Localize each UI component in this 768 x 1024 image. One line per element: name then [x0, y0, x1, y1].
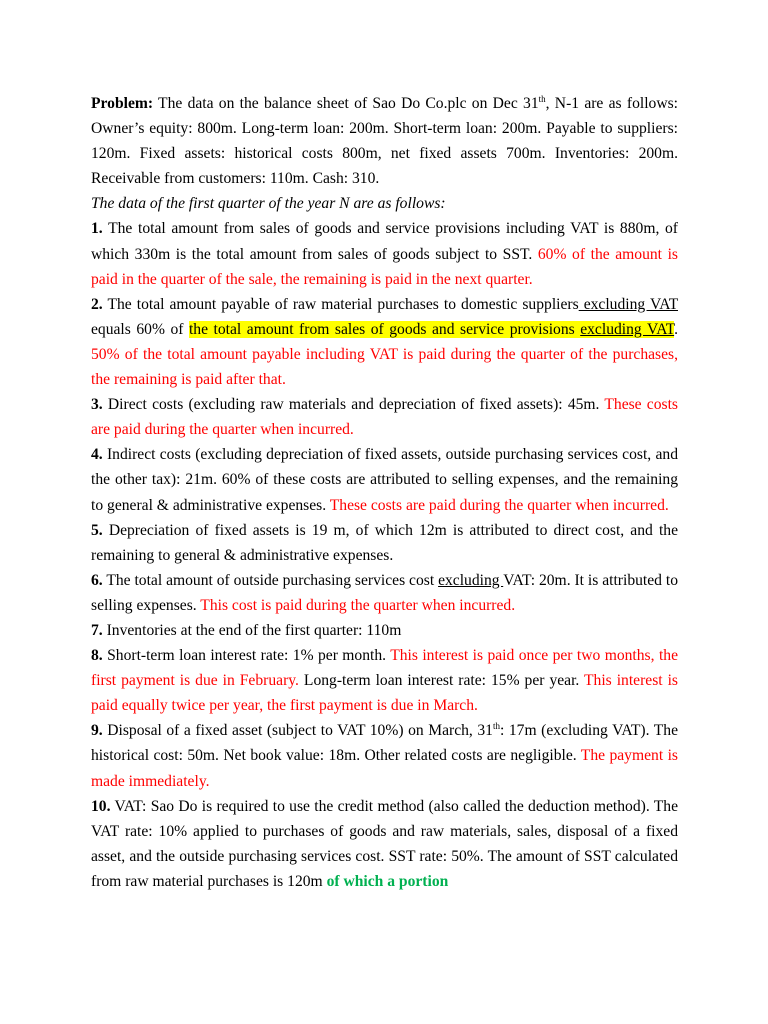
subheading: The data of the first quarter of the year N are as follows:: [91, 195, 446, 213]
item-number: 7.: [91, 621, 103, 639]
item-number: 9.: [91, 722, 103, 740]
problem-label: Problem:: [91, 95, 154, 112]
item-underlined-text: excluding VAT: [578, 295, 678, 313]
item-number: 10.: [91, 797, 111, 815]
item-number: 8.: [91, 647, 103, 665]
item-red-text: These costs are paid during the quarter when incurred.: [91, 396, 678, 439]
item-red-text: These costs are paid during the quarter when incurred.: [329, 496, 669, 514]
item-text: The total amount payable of raw material purchases to domestic suppliers: [102, 295, 579, 313]
item-6: [91, 568, 678, 618]
item-7: [91, 618, 678, 643]
item-2: [91, 292, 678, 392]
item-10: [91, 794, 678, 894]
item-underlined-text: excluding: [438, 571, 504, 589]
problem-superscript: th: [538, 93, 546, 104]
item-text: equals 60% of: [91, 320, 189, 338]
item-text: VAT: 20m. It is attributed to selling expenses.: [91, 571, 679, 614]
item-text: VAT: Sao Do is required to use the credit method (also called the deduction method). The VAT rate: 10% applied to purchases of goods and raw materials, sales, disposal of a fixed asset, and the outside purchasing services cost. SST rate: 50%. The amount of SST calculated from raw material purchases is 120m: [91, 797, 678, 890]
item-red-text: The payment is made immediately.: [91, 747, 678, 790]
item-highlighted-text: the total amount from sales of goods and service provisions: [188, 320, 581, 338]
problem-text-2: , N-1 are as follows: Owner’s equity: 800m. Long-term loan: 200m. Short-term loan: 200m. Payable to suppliers: 120m. Fixed assets: historical costs 800m, net fixed assets 700m. Inventories: 200m. Receivable from customers: 110m. Cash: 310.: [91, 95, 678, 188]
item-text: Long-term loan interest rate: 15% per year.: [298, 672, 585, 690]
item-text: .: [674, 320, 679, 338]
item-text: Depreciation of fixed assets is 19 m, of which 12m is attributed to direct cost, and the remaining to general & administrative expenses.: [91, 521, 678, 564]
problem-text-1: The data on the balance sheet of Sao Do Co.plc on Dec 31: [153, 95, 539, 112]
item-red-text: This interest is paid once per two months, the first payment is due in February.: [91, 647, 678, 690]
item-red-text: 50% of the total amount payable including VAT is paid during the quarter of the purchases, the remaining is paid after that.: [91, 345, 678, 389]
item-9: [91, 718, 678, 793]
item-5: [91, 518, 678, 568]
item-text: The total amount from sales of goods and service provisions including VAT is 880m, of which 330m is the total amount from sales of goods subject to SST.: [91, 220, 678, 263]
item-number: 4.: [91, 446, 103, 464]
item-number: 2.: [91, 295, 103, 313]
item-text: Short-term loan interest rate: 1% per month.: [102, 647, 391, 665]
item-number: 3.: [91, 396, 103, 414]
item-number: 1.: [91, 220, 103, 238]
item-8: [91, 643, 678, 718]
item-text: Direct costs (excluding raw materials and depreciation of fixed assets): 45m.: [102, 396, 605, 414]
item-highlighted-underlined-text: excluding VAT: [580, 320, 675, 338]
item-text: Indirect costs (excluding depreciation of fixed assets, outside purchasing services cost, and the other tax): 21m. 60% of these costs are attributed to selling expenses, and the remaining to general & administrative expenses.: [91, 446, 678, 514]
item-text: Inventories at the end of the first quarter: 110m: [102, 621, 402, 639]
item-1: [91, 216, 678, 291]
item-3: [91, 392, 678, 442]
item-number: 6.: [91, 571, 103, 589]
item-number: 5.: [91, 521, 103, 539]
item-red-text: 60% of the amount is paid in the quarter of the sale, the remaining is paid in the next quarter.: [91, 245, 678, 288]
item-4: [91, 442, 678, 517]
item-text: Disposal of a fixed asset (subject to VAT 10%) on March, 31: [102, 722, 493, 740]
item-text: The total amount of outside purchasing services cost: [102, 571, 439, 589]
item-superscript: th: [492, 721, 500, 732]
item-green-text: of which a portion: [326, 872, 449, 890]
item-red-text: This cost is paid during the quarter when incurred.: [200, 596, 516, 614]
problem-paragraph: [91, 91, 678, 191]
item-red-text: This interest is paid equally twice per year, the first payment is due in March.: [91, 672, 678, 715]
item-text: : 17m (excluding VAT). The historical cost: 50m. Net book value: 18m. Other related costs are negligible.: [91, 722, 678, 765]
